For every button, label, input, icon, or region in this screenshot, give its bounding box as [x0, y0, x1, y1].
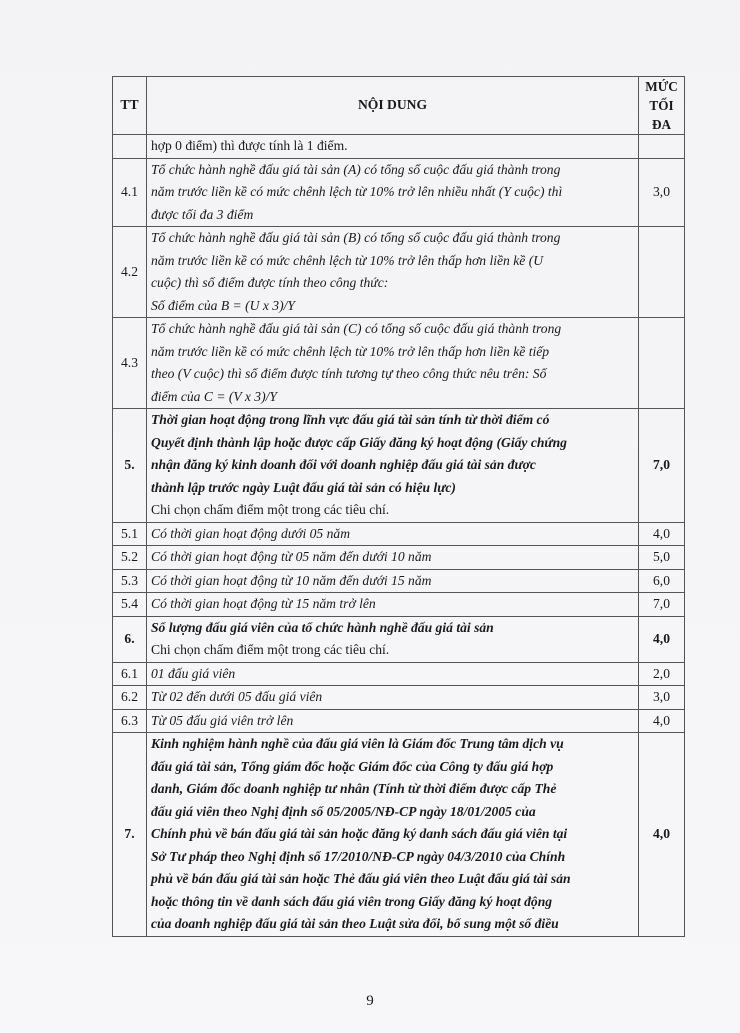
table-row [113, 158, 685, 227]
row-max-score: 2,0 [639, 662, 685, 686]
table-body [113, 135, 685, 937]
content-note: Chi chọn chấm điểm một trong các tiêu chí. [151, 642, 390, 657]
row-number: 6.2 [113, 686, 147, 710]
table-row [113, 569, 685, 593]
row-max-score: 4,0 [639, 709, 685, 733]
table-row [113, 662, 685, 686]
table-row [113, 227, 685, 318]
table-header-row [113, 77, 685, 135]
content-line: Quyết định thành lập hoặc được cấp Giấy đăng ký hoạt động (Giấy chứng [151, 434, 567, 450]
content-line: hoặc thông tin về danh sách đấu giá viên trong Giấy đăng ký hoạt động [151, 893, 553, 909]
table-row [113, 616, 685, 662]
row-number: 5. [113, 409, 147, 523]
row-number [113, 135, 147, 159]
row-number: 7. [113, 733, 147, 937]
row-number: 6. [113, 616, 147, 662]
row-max-score: 6,0 [639, 569, 685, 593]
row-content [147, 662, 639, 686]
row-number: 5.1 [113, 522, 147, 546]
row-content [147, 733, 639, 937]
table-row [113, 686, 685, 710]
row-number: 4.2 [113, 227, 147, 318]
row-content [147, 409, 639, 523]
header-tt: TT [113, 77, 147, 135]
row-content [147, 593, 639, 617]
content-line: theo (V cuộc) thì số điểm được tính tương tự theo công thức nêu trên: Số [151, 366, 547, 381]
content-line: điểm của C = (V x 3)/Y [151, 388, 277, 404]
content-line: cuộc) thì số điểm được tính theo công thức: [151, 275, 389, 290]
row-content [147, 158, 639, 227]
row-number: 4.3 [113, 318, 147, 409]
content-line: Có thời gian hoạt động từ 05 năm đến dưới 10 năm [151, 549, 432, 564]
row-max-score: 7,0 [639, 593, 685, 617]
table-row [113, 546, 685, 570]
content-line: đấu giá tài sản, Tổng giám đốc hoặc Giám đốc của Công ty đấu giá hợp [151, 758, 554, 774]
content-line: Kinh nghiệm hành nghề của đấu giá viên là Giám đốc Trung tâm dịch vụ [151, 736, 564, 751]
row-max-score [639, 227, 685, 318]
content-line: năm trước liền kề có mức chênh lệch từ 10% trở lên nhiều nhất (Y cuộc) thì [151, 184, 563, 199]
content-note: Chi chọn chấm điểm một trong các tiêu chí. [151, 502, 390, 517]
criteria-table [112, 76, 685, 937]
content-line: Số điểm của B = (U x 3)/Y [151, 297, 295, 313]
row-number: 6.1 [113, 662, 147, 686]
content-line: nhận đăng ký kinh doanh đối với doanh nghiệp đấu giá tài sản được [151, 457, 536, 472]
table-row [113, 318, 685, 409]
content-line: phủ về bán đấu giá tài sản hoặc Thẻ đấu giá viên theo Luật đấu giá tài sản [151, 871, 571, 886]
row-max-score: 7,0 [639, 409, 685, 523]
row-content [147, 135, 639, 159]
row-max-score: 4,0 [639, 616, 685, 662]
content-line: đấu giá viên theo Nghị định số 05/2005/NĐ-CP ngày 18/01/2005 của [151, 803, 536, 819]
content-line: Tổ chức hành nghề đấu giá tài sản (A) có tổng số cuộc đấu giá thành trong [151, 161, 561, 177]
row-content [147, 616, 639, 662]
content-line: Chính phủ về bán đấu giá tài sản hoặc đăng ký danh sách đấu giá viên tại [151, 826, 568, 841]
header-max-line2: TỐI ĐA [649, 98, 674, 132]
row-number: 5.2 [113, 546, 147, 570]
content-line: Từ 05 đấu giá viên trở lên [151, 712, 294, 728]
page-number: 9 [366, 993, 374, 1009]
content-line: hợp 0 điểm) thì được tính là 1 điểm. [151, 138, 348, 153]
row-max-score: 3,0 [639, 158, 685, 227]
row-number: 5.4 [113, 593, 147, 617]
content-line: năm trước liền kề có mức chênh lệch từ 10% trở lên thấp hơn liền kề tiếp [151, 343, 550, 359]
row-max-score: 5,0 [639, 546, 685, 570]
content-line: Tổ chức hành nghề đấu giá tài sản (C) có tổng số cuộc đấu giá thành trong [151, 321, 562, 336]
row-content [147, 546, 639, 570]
row-max-score: 4,0 [639, 733, 685, 937]
content-line: Có thời gian hoạt động từ 15 năm trở lên [151, 596, 376, 611]
row-max-score: 3,0 [639, 686, 685, 710]
row-max-score: 4,0 [639, 522, 685, 546]
content-line: được tối đa 3 điểm [151, 206, 254, 222]
content-line: thành lập trước ngày Luật đấu giá tài sản có hiệu lực) [151, 479, 456, 495]
content-line: Sở Tư pháp theo Nghị định số 17/2010/NĐ-CP ngày 04/3/2010 của Chính [151, 848, 566, 864]
row-number: 6.3 [113, 709, 147, 733]
content-line: Số lượng đấu giá viên của tổ chức hành nghề đấu giá tài sản [151, 619, 494, 635]
header-max-line1: MỨC [645, 79, 678, 94]
content-line: của doanh nghiệp đấu giá tài sản theo Luật sửa đổi, bổ sung một số điều [151, 916, 559, 931]
row-number: 5.3 [113, 569, 147, 593]
content-line: Thời gian hoạt động trong lĩnh vực đấu giá tài sản tính từ thời điểm có [151, 412, 550, 427]
content-line: Từ 02 đến dưới 05 đấu giá viên [151, 689, 323, 704]
content-line: năm trước liền kề có mức chênh lệch từ 10% trở lên thấp hơn liền kề (U [151, 252, 544, 268]
table-row [113, 409, 685, 523]
table-row [113, 522, 685, 546]
table-row [113, 709, 685, 733]
content-line: Có thời gian hoạt động từ 10 năm đến dưới 15 năm [151, 572, 432, 588]
row-content [147, 569, 639, 593]
content-line: Tổ chức hành nghề đấu giá tài sản (B) có tổng số cuộc đấu giá thành trong [151, 230, 561, 245]
row-content [147, 686, 639, 710]
header-max-score [639, 77, 685, 135]
row-content [147, 522, 639, 546]
table-row [113, 733, 685, 937]
row-content [147, 318, 639, 409]
row-number: 4.1 [113, 158, 147, 227]
content-line: Có thời gian hoạt động dưới 05 năm [151, 525, 351, 541]
header-content: NỘI DUNG [147, 77, 639, 135]
row-max-score [639, 135, 685, 159]
row-content [147, 709, 639, 733]
row-content [147, 227, 639, 318]
table-row [113, 593, 685, 617]
content-line: 01 đấu giá viên [151, 665, 236, 681]
row-max-score [639, 318, 685, 409]
table-row [113, 135, 685, 159]
content-line: danh, Giám đốc doanh nghiệp tư nhân (Tính từ thời điểm được cấp Thẻ [151, 781, 557, 796]
